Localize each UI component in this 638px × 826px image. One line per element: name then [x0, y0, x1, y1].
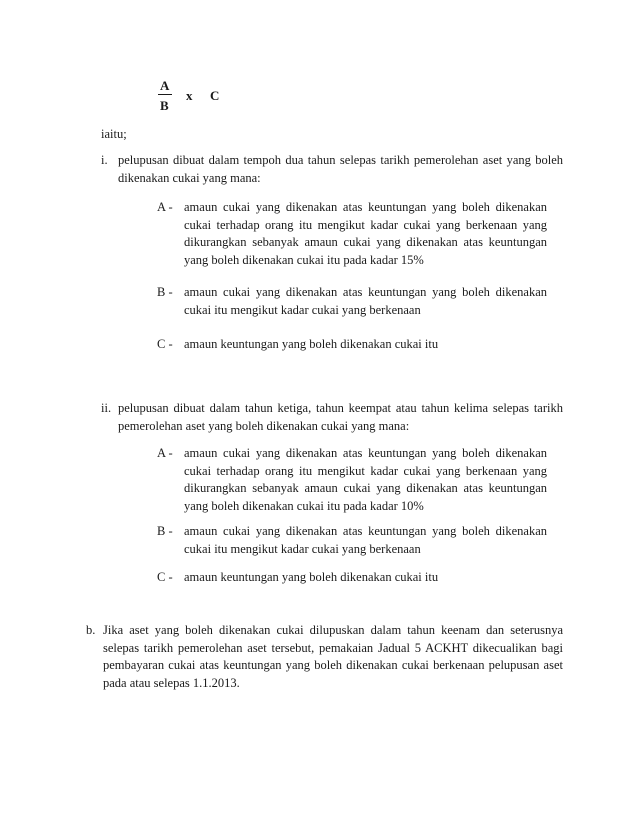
formula-denominator: B: [160, 98, 169, 113]
section-i-item-a-text: amaun cukai yang dikenakan atas keuntungan yang boleh dikenakan cukai terhadap orang itu mengikut kadar cukai yang berkenaan yang dikurangkan sebanyak amaun cukai yang dikenakan atas keuntungan yang boleh dikenakan cukai itu pada kadar 15%: [184, 200, 547, 267]
section-ii-item-c-text: amaun keuntungan yang boleh dikenakan cukai itu: [184, 570, 439, 584]
section-i-lead: pelupusan dibuat dalam tempoh dua tahun selepas tarikh pemerolehan aset yang boleh dikenakan cukai yang mana:: [118, 153, 563, 185]
section-b-text: Jika aset yang boleh dikenakan cukai dilupuskan dalam tahun keenam dan seterusnya selepas tarikh pemerolehan aset tersebut, pemakaian Jadual 5 ACKHT dikecualikan bagi pembayaran cukai atas keuntungan yang boleh dikenakan cukai berkenaan pelupusan aset pada atau selepas 1.1.2013.: [103, 623, 563, 690]
section-i-item-c-text: amaun keuntungan yang boleh dikenakan cukai itu: [184, 337, 439, 351]
section-ii-item-b-label: B -: [157, 524, 173, 538]
fraction-bar: [158, 94, 172, 95]
formula-factor: C: [210, 88, 220, 103]
section-ii-item-a-text: amaun cukai yang dikenakan atas keuntungan yang boleh dikenakan cukai terhadap orang itu mengikut kadar cukai yang berkenaan yang dikurangkan sebanyak amaun cukai yang dikenakan atas keuntungan yang boleh dikenakan cukai itu pada kadar 10%: [184, 446, 547, 513]
section-ii-lead: pelupusan dibuat dalam tahun ketiga, tahun keempat atau tahun kelima selepas tarikh pemerolehan aset yang boleh dikenakan cukai yang mana:: [118, 401, 563, 433]
section-i-item-c-label: C -: [157, 337, 173, 351]
formula-numerator: A: [160, 78, 170, 93]
section-ii-item-b-text: amaun cukai yang dikenakan atas keuntungan yang boleh dikenakan cukai itu mengikut kadar cukai yang berkenaan: [184, 524, 547, 556]
section-i-item-b-text: amaun cukai yang dikenakan atas keuntungan yang boleh dikenakan cukai itu mengikut kadar cukai yang berkenaan: [184, 285, 547, 317]
section-i-item-b-label: B -: [157, 285, 173, 299]
section-ii-item-c-label: C -: [157, 570, 173, 584]
intro-text: iaitu;: [101, 127, 127, 141]
section-ii-marker: ii.: [101, 401, 112, 415]
section-i-marker: i.: [101, 153, 108, 167]
section-i-item-a-label: A -: [157, 200, 173, 214]
section-b-marker: b.: [86, 623, 96, 637]
section-ii-item-a-label: A -: [157, 446, 173, 460]
formula-operator: x: [186, 88, 193, 103]
